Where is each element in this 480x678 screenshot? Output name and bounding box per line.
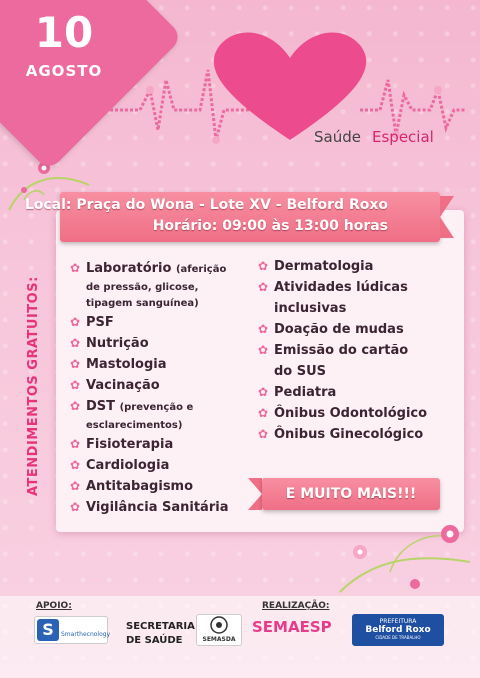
date-day: 10: [34, 8, 94, 57]
secretaria-logo: SECRETARIA DE SAÚDE: [126, 621, 195, 646]
list-item: ✿ PSF: [70, 315, 114, 330]
location-text: Local: Praça do Wona - Lote XV - Belford Roxo: [24, 197, 388, 213]
list-item: ✿ Pediatra: [258, 385, 337, 400]
list-item: ✿ Antitabagismo: [70, 479, 194, 494]
location-ribbon: [24, 192, 440, 242]
list-item: ✿ Emissão do cartão do SUS: [258, 343, 409, 379]
flower-bullet-icon: ✿: [70, 479, 81, 493]
floral-swirl-right-icon: [330, 512, 480, 602]
list-item: ✿ Laboratório (aferição de pressão, glicose, tipagem sanguínea): [70, 261, 227, 309]
title-saude: Saúde: [314, 128, 361, 146]
free-services-label: ATENDIMENTOS GRATUITOS:: [26, 276, 41, 496]
list-item: ✿ Mastologia: [70, 357, 167, 372]
flower-bullet-icon: ✿: [70, 336, 81, 350]
list-item: ✿ Atividades lúdicas inclusivas: [258, 280, 408, 316]
prefeitura-logo: PREFEITURA Belford Roxo CIDADE DE TRABALHO: [352, 614, 444, 646]
flower-bullet-icon: ✿: [70, 357, 81, 371]
flower-bullet-icon: ✿: [70, 458, 81, 472]
more-banner: E MUITO MAIS!!!: [262, 478, 440, 510]
apoio-label: APOIO:: [36, 601, 72, 611]
smarthecnology-logo: S Smarthecnology: [34, 616, 108, 644]
list-item: ✿ Vacinação: [70, 378, 160, 393]
semaesp-logo: SEMAESP: [252, 618, 332, 636]
list-item: ✿ Vigilância Sanitária: [70, 500, 229, 515]
list-item: ✿ Ônibus Ginecológico: [258, 427, 424, 442]
realizacao-label: REALIZAÇÃO:: [262, 601, 330, 611]
flower-bullet-icon: ✿: [70, 500, 81, 514]
flower-bullet-icon: ✿: [70, 378, 81, 392]
date-month: AGOSTO: [25, 62, 103, 80]
flower-bullet-icon: ✿: [258, 322, 269, 336]
s-logo-icon: S: [37, 619, 59, 641]
title-especial: Especial: [372, 128, 434, 146]
list-item: ✿ Dermatologia: [258, 259, 374, 274]
more-ribbon-tail: [248, 478, 262, 510]
flower-bullet-icon: ✿: [258, 385, 269, 399]
flower-bullet-icon: ✿: [258, 427, 269, 441]
list-item: ✿ Fisioterapia: [70, 437, 174, 452]
schedule-text: Horário: 09:00 às 13:00 horas: [152, 218, 388, 234]
flower-bullet-icon: ✿: [70, 315, 81, 329]
flower-bullet-icon: ✿: [70, 399, 81, 413]
list-item: ✿ Nutrição: [70, 336, 149, 351]
list-item: ✿ Ônibus Odontológico: [258, 406, 428, 421]
flower-bullet-icon: ✿: [258, 259, 269, 273]
hands-logo-icon: [209, 616, 229, 634]
flower-bullet-icon: ✿: [258, 406, 269, 420]
list-item: ✿ Doação de mudas: [258, 322, 404, 337]
services-list-right: [258, 256, 443, 445]
flower-bullet-icon: ✿: [258, 343, 269, 357]
flower-bullet-icon: ✿: [258, 280, 269, 294]
flower-bullet-icon: ✿: [70, 437, 81, 451]
flower-bullet-icon: ✿: [70, 261, 81, 275]
ribbon-tail: [440, 196, 454, 238]
services-list-left: [70, 258, 260, 518]
list-item: ✿ Cardiologia: [70, 458, 170, 473]
semasda-logo: SEMASDA: [196, 614, 242, 646]
list-item: ✿ DST (prevenção e esclarecimentos): [70, 399, 194, 431]
